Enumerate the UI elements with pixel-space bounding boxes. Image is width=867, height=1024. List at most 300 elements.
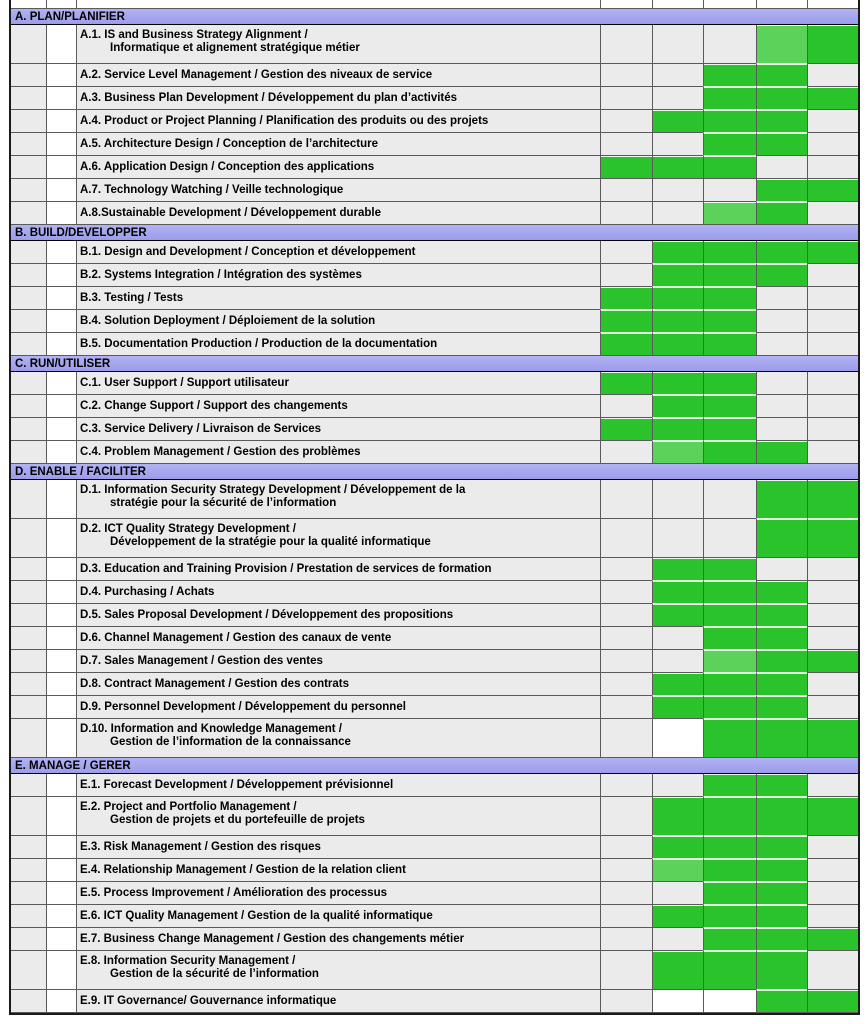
competence-row (11, 836, 858, 859)
competence-label (76, 64, 600, 87)
level-cell-e2-filled (652, 110, 703, 133)
level-cell-e1-empty (600, 133, 652, 156)
level-cell-e3-empty (703, 179, 756, 202)
level-cell-e5-filled (807, 719, 858, 758)
level-cell-e3-filled (703, 719, 756, 758)
gap-cell (46, 179, 76, 202)
level-cell-e1-filled (600, 287, 652, 310)
gap-cell (46, 264, 76, 287)
level-cell-e1-empty (600, 110, 652, 133)
level-cell-e3-filled (703, 202, 756, 225)
index-cell (11, 418, 46, 441)
competence-label-line1: B.4. Solution Deployment / Déploiement de la solution (80, 314, 376, 327)
competence-row (11, 372, 858, 395)
level-cell-e1-empty (600, 558, 652, 581)
competence-row (11, 25, 858, 64)
competence-label (76, 25, 600, 64)
level-cell-e5-empty (807, 604, 858, 627)
level-cell-e1-empty (600, 928, 652, 951)
competence-label (76, 418, 600, 441)
level-cell-e1-empty (600, 604, 652, 627)
competence-row (11, 333, 858, 356)
competence-row (11, 581, 858, 604)
competence-label-line1: C.4. Problem Management / Gestion des problèmes (80, 445, 361, 458)
index-cell (11, 673, 46, 696)
section-header-row (11, 356, 858, 372)
level-cell-e4-filled (756, 774, 807, 797)
competence-label-line2: stratégie pour la sécurité de l’information (110, 496, 337, 509)
level-cell-e5-empty (807, 673, 858, 696)
header-cell (11, 0, 46, 9)
level-cell-e3-filled (703, 64, 756, 87)
level-cell-e2-empty (652, 133, 703, 156)
gap-cell (46, 604, 76, 627)
competence-label (76, 287, 600, 310)
gap-cell (46, 558, 76, 581)
index-cell (11, 202, 46, 225)
level-cell-e5-empty (807, 905, 858, 928)
index-cell (11, 372, 46, 395)
level-cell-e2-filled (652, 604, 703, 627)
level-cell-e4-filled (756, 928, 807, 951)
competence-label (76, 480, 600, 519)
level-cell-e3-filled (703, 604, 756, 627)
competence-label-line2: Gestion de l’information de la connaissance (110, 735, 351, 748)
level-cell-e2-filled (652, 395, 703, 418)
competence-label-line1: D.10. Information and Knowledge Management / (80, 723, 342, 735)
level-cell-e4-empty (756, 333, 807, 356)
competence-row (11, 859, 858, 882)
level-cell-e4-empty (756, 372, 807, 395)
competence-label (76, 519, 600, 558)
gap-cell (46, 202, 76, 225)
level-cell-e3-filled (703, 696, 756, 719)
level-cell-e5-empty (807, 836, 858, 859)
level-cell-e5-filled (807, 650, 858, 673)
level-cell-e4-filled (756, 859, 807, 882)
level-cell-e4-filled (756, 905, 807, 928)
level-cell-e1-empty (600, 882, 652, 905)
gap-cell (46, 882, 76, 905)
level-cell-e4-filled (756, 719, 807, 758)
level-cell-e2-filled (652, 264, 703, 287)
level-cell-e4-filled (756, 179, 807, 202)
level-cell-e2-filled (652, 418, 703, 441)
level-cell-e5-empty (807, 372, 858, 395)
level-cell-e4-empty (756, 310, 807, 333)
level-cell-e2-filled (652, 797, 703, 836)
level-cell-e4-empty (756, 558, 807, 581)
competence-label (76, 673, 600, 696)
competence-row (11, 395, 858, 418)
level-cell-e1-empty (600, 836, 652, 859)
level-cell-e5-empty (807, 110, 858, 133)
index-cell (11, 859, 46, 882)
competence-row (11, 156, 858, 179)
index-cell (11, 287, 46, 310)
level-cell-e4-empty (756, 395, 807, 418)
competence-label-line1: E.4. Relationship Management / Gestion de la relation client (80, 863, 406, 876)
level-cell-e3-filled (703, 418, 756, 441)
level-cell-e3-filled (703, 905, 756, 928)
competence-label-line1: C.3. Service Delivery / Livraison de Services (80, 422, 322, 435)
gap-cell (46, 650, 76, 673)
section-header-label: A. PLAN/PLANIFIER (11, 9, 858, 25)
competence-row (11, 774, 858, 797)
gap-cell (46, 441, 76, 464)
index-cell (11, 797, 46, 836)
level-cell-e1-empty (600, 859, 652, 882)
level-cell-e4-empty (756, 418, 807, 441)
competence-row (11, 441, 858, 464)
index-cell (11, 25, 46, 64)
competence-label-line1: A.6. Application Design / Conception des applications (80, 160, 375, 173)
header-level-cell (600, 0, 652, 9)
index-cell (11, 581, 46, 604)
gap-cell (46, 133, 76, 156)
level-cell-e3-empty (703, 480, 756, 519)
index-cell (11, 395, 46, 418)
level-cell-e1-empty (600, 519, 652, 558)
index-cell (11, 133, 46, 156)
gap-cell (46, 774, 76, 797)
index-cell (11, 241, 46, 264)
level-cell-e5-filled (807, 87, 858, 110)
level-cell-e3-filled (703, 928, 756, 951)
competence-label (76, 156, 600, 179)
level-cell-e3-filled (703, 241, 756, 264)
competence-label (76, 696, 600, 719)
competence-row (11, 133, 858, 156)
level-cell-e1-empty (600, 581, 652, 604)
competence-label-line1: D.9. Personnel Development / Développement du personnel (80, 700, 406, 713)
level-cell-e1-empty (600, 87, 652, 110)
index-cell (11, 87, 46, 110)
level-cell-e4-filled (756, 25, 807, 64)
level-cell-e4-filled (756, 604, 807, 627)
level-cell-e5-empty (807, 774, 858, 797)
index-cell (11, 882, 46, 905)
index-cell (11, 110, 46, 133)
level-cell-e3-blank (703, 990, 756, 1013)
index-cell (11, 604, 46, 627)
gap-cell (46, 928, 76, 951)
gap-cell (46, 673, 76, 696)
competence-label-line1: A.1. IS and Business Strategy Alignment / (80, 29, 308, 41)
level-cell-e3-filled (703, 581, 756, 604)
level-cell-e3-filled (703, 882, 756, 905)
level-cell-e1-filled (600, 156, 652, 179)
gap-cell (46, 581, 76, 604)
level-cell-e5-empty (807, 558, 858, 581)
level-cell-e2-blank (652, 719, 703, 758)
competence-label (76, 627, 600, 650)
gap-cell (46, 480, 76, 519)
competence-row (11, 480, 858, 519)
level-cell-e4-filled (756, 951, 807, 990)
competence-label-line1: E.6. ICT Quality Management / Gestion de la qualité informatique (80, 909, 433, 922)
level-cell-e1-empty (600, 179, 652, 202)
competence-label-line2: Gestion de la sécurité de l’information (110, 967, 319, 980)
competence-label-line1: B.5. Documentation Production / Production de la documentation (80, 337, 438, 350)
gap-cell (46, 519, 76, 558)
level-cell-e4-filled (756, 480, 807, 519)
level-cell-e4-filled (756, 882, 807, 905)
competence-label-line1: A.2. Service Level Management / Gestion des niveaux de service (80, 68, 433, 81)
competence-row (11, 110, 858, 133)
level-cell-e2-blank (652, 990, 703, 1013)
level-cell-e5-empty (807, 951, 858, 990)
index-cell (11, 156, 46, 179)
level-cell-e5-empty (807, 64, 858, 87)
level-cell-e5-empty (807, 581, 858, 604)
competence-label-line1: D.1. Information Security Strategy Development / Développement de la (80, 484, 466, 496)
level-cell-e4-filled (756, 627, 807, 650)
section-header-label: B. BUILD/DEVELOPPER (11, 225, 858, 241)
level-cell-e1-empty (600, 673, 652, 696)
level-cell-e5-empty (807, 333, 858, 356)
competence-label-line2: Gestion de projets et du portefeuille de projets (110, 813, 365, 826)
level-cell-e1-empty (600, 64, 652, 87)
level-cell-e5-empty (807, 418, 858, 441)
competence-label-line1: A.4. Product or Project Planning / Planification des produits ou des projets (80, 114, 489, 127)
level-cell-e2-filled (652, 241, 703, 264)
level-cell-e5-empty (807, 882, 858, 905)
competence-label (76, 110, 600, 133)
competence-row (11, 264, 858, 287)
level-cell-e3-filled (703, 87, 756, 110)
level-cell-e3-filled (703, 558, 756, 581)
gap-cell (46, 395, 76, 418)
index-cell (11, 179, 46, 202)
gap-cell (46, 156, 76, 179)
level-cell-e2-filled (652, 558, 703, 581)
level-cell-e4-filled (756, 241, 807, 264)
level-cell-e5-filled (807, 179, 858, 202)
gap-cell (46, 64, 76, 87)
competence-label-line2: Développement de la stratégie pour la qualité informatique (110, 535, 431, 548)
level-cell-e1-empty (600, 951, 652, 990)
competence-row (11, 673, 858, 696)
competence-row (11, 558, 858, 581)
level-cell-e2-empty (652, 179, 703, 202)
level-cell-e2-empty (652, 650, 703, 673)
gap-cell (46, 951, 76, 990)
level-cell-e3-filled (703, 395, 756, 418)
competence-label (76, 774, 600, 797)
level-cell-e1-empty (600, 774, 652, 797)
index-cell (11, 774, 46, 797)
index-cell (11, 627, 46, 650)
level-cell-e2-empty (652, 480, 703, 519)
level-cell-e1-filled (600, 418, 652, 441)
competence-label (76, 264, 600, 287)
header-level-cell (756, 0, 807, 9)
level-cell-e2-filled (652, 836, 703, 859)
level-cell-e1-empty (600, 480, 652, 519)
level-cell-e5-empty (807, 264, 858, 287)
competence-row (11, 604, 858, 627)
competence-row (11, 87, 858, 110)
level-cell-e3-filled (703, 287, 756, 310)
index-cell (11, 905, 46, 928)
competence-row (11, 882, 858, 905)
competence-label-line1: D.6. Channel Management / Gestion des canaux de vente (80, 631, 392, 644)
level-cell-e1-empty (600, 395, 652, 418)
gap-cell (46, 372, 76, 395)
competence-label-line1: D.4. Purchasing / Achats (80, 585, 215, 598)
level-cell-e5-filled (807, 519, 858, 558)
gap-cell (46, 859, 76, 882)
competence-label-line1: E.9. IT Governance/ Gouvernance informatique (80, 994, 337, 1007)
level-cell-e5-filled (807, 241, 858, 264)
level-cell-e3-filled (703, 797, 756, 836)
level-cell-e3-filled (703, 333, 756, 356)
competence-row (11, 951, 858, 990)
level-cell-e4-filled (756, 650, 807, 673)
gap-cell (46, 719, 76, 758)
level-cell-e4-filled (756, 673, 807, 696)
level-cell-e1-filled (600, 333, 652, 356)
gap-cell (46, 905, 76, 928)
competence-row (11, 287, 858, 310)
level-cell-e3-filled (703, 836, 756, 859)
section-header-label: E. MANAGE / GERER (11, 758, 858, 774)
competence-label (76, 882, 600, 905)
competence-label (76, 372, 600, 395)
level-cell-e4-filled (756, 64, 807, 87)
level-cell-e5-empty (807, 441, 858, 464)
level-cell-e4-filled (756, 202, 807, 225)
index-cell (11, 64, 46, 87)
level-cell-e4-filled (756, 87, 807, 110)
competence-label-line2: Informatique et alignement stratégique métier (110, 41, 360, 54)
competence-label (76, 333, 600, 356)
level-cell-e2-filled (652, 372, 703, 395)
competence-row (11, 990, 858, 1013)
competence-label-line1: E.7. Business Change Management / Gestion des changements métier (80, 932, 465, 945)
level-cell-e4-filled (756, 133, 807, 156)
competence-label (76, 928, 600, 951)
level-cell-e5-empty (807, 310, 858, 333)
competence-table (9, 0, 860, 1015)
level-cell-e1-empty (600, 202, 652, 225)
level-cell-e4-filled (756, 581, 807, 604)
competence-label-line1: D.5. Sales Proposal Development / Développement des propositions (80, 608, 454, 621)
competence-label (76, 797, 600, 836)
level-cell-e3-filled (703, 372, 756, 395)
level-cell-e1-empty (600, 905, 652, 928)
competence-label-line1: A.3. Business Plan Development / Développement du plan d’activités (80, 91, 458, 104)
level-cell-e3-filled (703, 441, 756, 464)
level-cell-e2-filled (652, 696, 703, 719)
level-cell-e5-empty (807, 202, 858, 225)
level-cell-e2-filled (652, 673, 703, 696)
level-cell-e2-filled (652, 581, 703, 604)
level-cell-e2-empty (652, 64, 703, 87)
gap-cell (46, 836, 76, 859)
level-cell-e1-empty (600, 25, 652, 64)
competence-label-line1: B.3. Testing / Tests (80, 291, 184, 304)
competence-row (11, 696, 858, 719)
competence-row (11, 719, 858, 758)
competence-label (76, 604, 600, 627)
competence-label-line1: B.2. Systems Integration / Intégration des systèmes (80, 268, 362, 281)
header-level-cell (807, 0, 858, 9)
competence-label-line1: B.1. Design and Development / Conception et développement (80, 245, 416, 258)
level-cell-e4-filled (756, 836, 807, 859)
level-cell-e5-empty (807, 696, 858, 719)
competence-label-line1: D.7. Sales Management / Gestion des ventes (80, 654, 323, 667)
level-cell-e5-empty (807, 859, 858, 882)
competence-label (76, 441, 600, 464)
competence-label (76, 395, 600, 418)
competence-label (76, 241, 600, 264)
level-cell-e5-empty (807, 395, 858, 418)
level-cell-e5-empty (807, 156, 858, 179)
level-cell-e4-filled (756, 264, 807, 287)
level-cell-e3-empty (703, 25, 756, 64)
level-cell-e3-empty (703, 519, 756, 558)
index-cell (11, 990, 46, 1013)
level-cell-e3-filled (703, 264, 756, 287)
level-cell-e3-filled (703, 859, 756, 882)
competence-label-line1: A.8.Sustainable Development / Développement durable (80, 206, 381, 219)
level-cell-e2-empty (652, 627, 703, 650)
level-cell-e4-filled (756, 696, 807, 719)
competence-label (76, 650, 600, 673)
level-cell-e1-empty (600, 797, 652, 836)
level-cell-e5-filled (807, 480, 858, 519)
level-cell-e1-empty (600, 264, 652, 287)
competence-label-line1: E.2. Project and Portfolio Management / (80, 801, 297, 813)
competence-label-line1: C.1. User Support / Support utilisateur (80, 376, 289, 389)
level-cell-e1-empty (600, 719, 652, 758)
level-cell-e3-filled (703, 650, 756, 673)
index-cell (11, 928, 46, 951)
level-cell-e3-filled (703, 133, 756, 156)
competence-label-line1: A.5. Architecture Design / Conception de l’architecture (80, 137, 379, 150)
gap-cell (46, 797, 76, 836)
gap-cell (46, 241, 76, 264)
gap-cell (46, 418, 76, 441)
index-cell (11, 650, 46, 673)
index-cell (11, 519, 46, 558)
competence-label (76, 310, 600, 333)
level-cell-e2-empty (652, 87, 703, 110)
competence-label (76, 719, 600, 758)
index-cell (11, 441, 46, 464)
competence-row (11, 928, 858, 951)
level-cell-e3-filled (703, 110, 756, 133)
gap-cell (46, 25, 76, 64)
level-cell-e3-filled (703, 951, 756, 990)
competence-label-line1: A.7. Technology Watching / Veille technologique (80, 183, 344, 196)
level-cell-e1-empty (600, 696, 652, 719)
level-cell-e1-empty (600, 990, 652, 1013)
header-cell (46, 0, 76, 9)
competence-label-line1: E.5. Process Improvement / Amélioration des processus (80, 886, 387, 899)
level-cell-e4-filled (756, 797, 807, 836)
level-cell-e2-filled (652, 859, 703, 882)
competence-label-line1: D.8. Contract Management / Gestion des contrats (80, 677, 350, 690)
level-cell-e2-filled (652, 905, 703, 928)
index-cell (11, 310, 46, 333)
competence-row (11, 179, 858, 202)
level-cell-e3-filled (703, 310, 756, 333)
competence-row (11, 650, 858, 673)
level-cell-e1-empty (600, 627, 652, 650)
